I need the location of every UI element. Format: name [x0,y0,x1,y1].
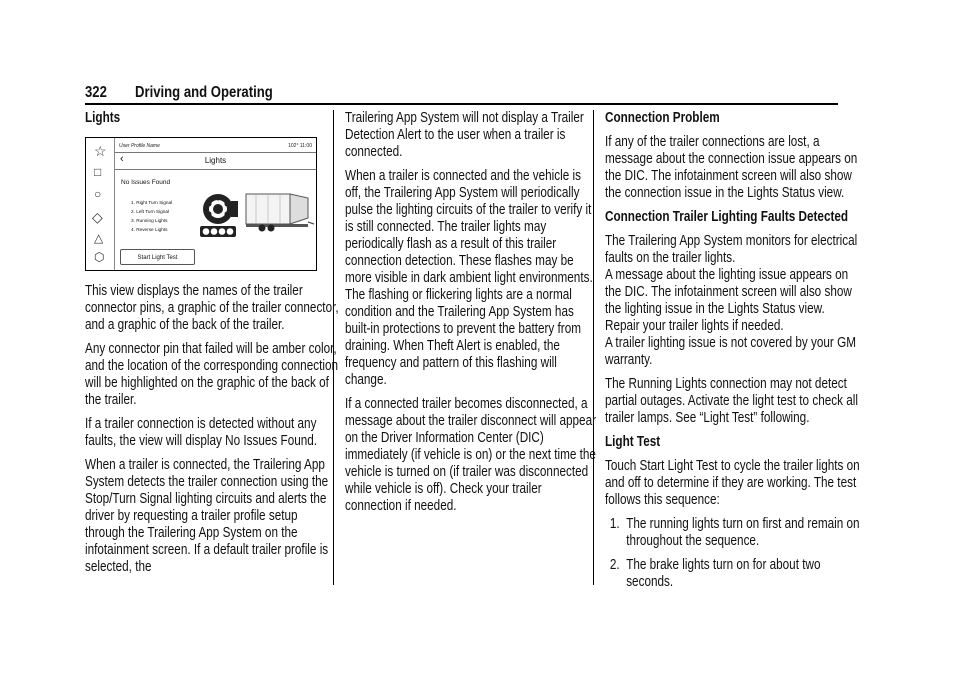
screen-title: Lights [115,152,316,170]
connector-and-trailer-graphic [196,186,316,246]
status-readout: 102° 11:00 [288,143,312,149]
header-rule [85,103,838,105]
page-number: 322 [85,84,107,101]
section-title: Driving and Operating [135,84,273,101]
paragraph: A message about the lighting issue appears on the DIC. The infotainment screen will also show the lighting issue in the Lights Status view. Repair your trailer lights if needed. [605,267,852,334]
column-1 [85,110,340,134]
column-3 [605,110,860,598]
lighting-faults-heading: Connection Trailer Lighting Faults Detected [605,209,849,225]
diamond-icon: ◇ [92,209,103,225]
status-bar [115,140,312,152]
connector-pin-list [131,198,172,234]
back-chevron-icon[interactable]: ‹ [120,153,124,165]
lights-heading: Lights [85,110,121,126]
paragraph: Any connector pin that failed will be amber color, and the location of the corresponding connection will be highlighted on the graphic of the back of the trailer. [85,341,338,408]
paragraph: If any of the trailer connections are lost, a message about the connection issue appears on the DIC. The infotainment screen will also show the connection issue in the Lights Status view. [605,134,858,201]
column-2 [345,110,600,522]
light-test-steps [605,516,860,591]
paragraph: A trailer lighting issue is not covered by your GM warranty. [605,335,856,368]
paragraph: This view displays the names of the trailer connector pins, a graphic of the trailer connector, and a graphic of the back of the trailer. [85,283,339,333]
triangle-icon: △ [94,231,104,245]
paragraph: The Trailering App System monitors for electrical faults on the trailer lights. [605,233,858,266]
square-icon: □ [94,165,102,179]
no-issues-message: No Issues Found [121,179,171,186]
start-light-test-button[interactable]: Start Light Test [120,249,195,265]
paragraph: Touch Start Light Test to cycle the trailer lights on and off to determine if they are working. The test follows this sequence: [605,458,860,508]
paragraph: The Running Lights connection may not detect partial outages. Activate the light test to check all trailer lamps. See “Light Test” following. [605,376,858,426]
trailer-back-icon [246,194,314,232]
list-item: 1. The running lights turn on first and remain on throughout the sequence. [609,516,860,549]
paragraph: If a connected trailer becomes disconnected, a message about the trailer disconnect will appear on the Driver Information Center (DIC) immediately (if vehicle is on) or the next time the vehicle is turned on (if trailer was disconnected while vehicle is off). Check your trailer connection if needed. [345,396,597,514]
pin-item: 1. Right Turn Signal [131,200,173,205]
pin-item: 3. Running Lights [131,218,168,223]
star-icon: ☆ [94,143,107,159]
column-1-body [85,283,340,583]
user-profile-name: User Profile Name [119,143,160,149]
paragraph: When a trailer is connected, the Trailering App System detects the trailer connection using the Stop/Turn Signal lighting circuits and alerts the driver by requesting a trailer profile setup through the Trailering App System on the infotainment screen. If a default trailer profile is selected, the [85,457,329,575]
pin-item: 2. Left Turn Signal [131,209,170,214]
list-item: 2. The brake lights turn on for about two seconds. [609,557,821,590]
paragraph: Trailering App System will not display a Trailer Detection Alert to the user when a trailer is connected. [345,110,584,160]
paragraph: If a trailer connection is detected without any faults, the view will display No Issues Found. [85,416,318,449]
paragraph: When a trailer is connected and the vehicle is off, the Trailering App System will periodically pulse the lighting circuits of the trailer to verify it is still connected. The trailer lights may periodically flash as a result of this trailer connection detection. These flashes may be more visible in dark ambient light environments. The flashing or flickering lights are a normal condition and the Trailering App System has built-in protections to prevent the battery from draining. When Theft Alert is enabled, the frequency and pattern of this flashing will change. [345,168,593,388]
light-test-heading: Light Test [605,434,661,450]
pin-item: 4. Reverse Lights [131,227,168,232]
page-header [85,82,838,104]
side-icon-bar [86,138,115,270]
hexagon-icon: ⬡ [94,250,105,264]
lights-screen-figure [85,137,317,271]
circle-icon: ○ [94,187,102,201]
connection-problem-heading: Connection Problem [605,110,720,126]
